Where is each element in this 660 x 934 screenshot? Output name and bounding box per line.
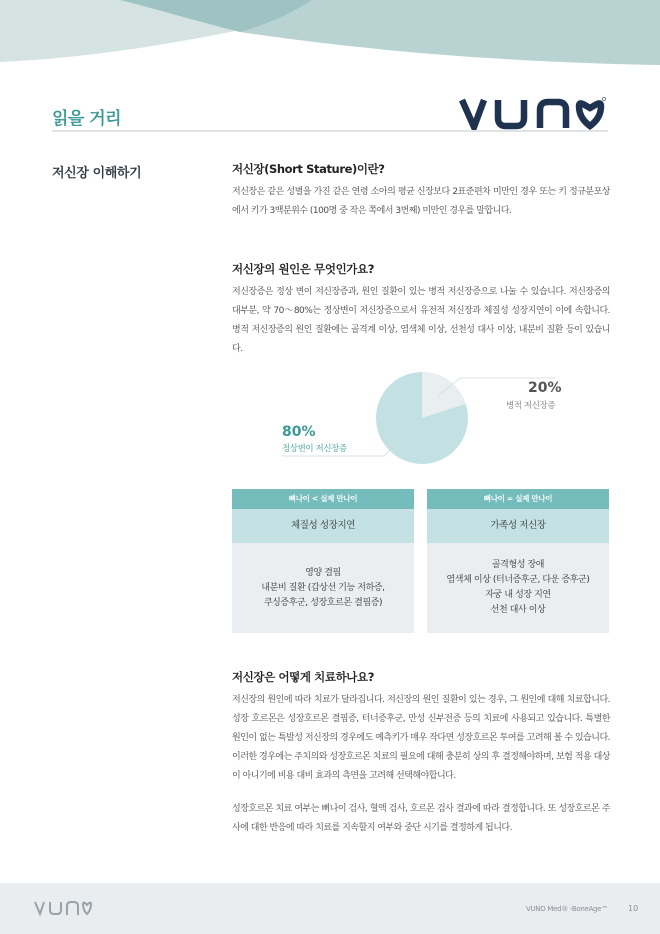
box-body xyxy=(427,543,609,633)
section-body-2: 성장호르몬 치료 여부는 뼈나이 검사, 혈액 검사, 호르몬 검사 결과에 따라 결정합니다. 또 성장호르몬 주사에 대한 반응에 따라 치료를 지속할지 여부와 중단 시기를 결정하게 됩니다. xyxy=(232,804,610,833)
box-item: 염색체 이상 (터너증후군, 다운 증후군) xyxy=(446,575,590,585)
header-divider xyxy=(52,130,608,132)
box-item: 선천 대사 이상 xyxy=(490,605,546,615)
box-item: 쿠싱증후군, 성장호르몬 결핍증) xyxy=(263,597,383,608)
box-body xyxy=(232,543,414,633)
box-subheader: 가족성 저신장 xyxy=(427,509,609,543)
footer-product-name: VUNO Med® -BoneAge™ xyxy=(526,905,608,913)
box-header: 뼈나이 = 실제 만나이 xyxy=(427,489,609,509)
box-item: 골격형성 장애 xyxy=(491,560,545,570)
slice-80-label: 정상변이 저신장증 xyxy=(282,444,347,454)
box-item: 자궁 내 성장 지연 xyxy=(485,590,551,600)
section-heading: 저신장은 어떻게 치료하나요? xyxy=(232,670,374,684)
slice-80-percent: 80% xyxy=(282,424,316,440)
cause-pie-chart xyxy=(270,360,590,480)
section-causes xyxy=(232,261,610,359)
section-body: 저신장의 원인에 따라 치료가 달라집니다. 저신장의 원인 질환이 있는 경우, 그 원인에 대해 치료합니다. 성장 호르몬은 성장호르몬 결핍증, 터너증후군, 만성 신부전증 등의 치료에 사용되고 있습니다. 특별한 원인이 없는 특발성 저신장의 경우에도 예측키가 매우 작다면 성장호르몬 투여를 고려해 볼 수 있습니다. 이러한 경우에는 주치의와 성장호르몬 치료의 필요에 대해 충분히 상의 후 결정해야하며, 보험 적용 대상이 아니기에 비용 대비 효과의 측면을 고려해 선택해야합니다. xyxy=(232,695,610,781)
slice-20-label: 병적 저신장증 xyxy=(506,401,556,411)
page-title: 읽을 거리 xyxy=(52,109,122,129)
box-item: 내분비 질환 (갑상선 기능 저하증, xyxy=(261,582,385,593)
footer-vuno-logo xyxy=(33,900,93,916)
section-heading: 저신장(Short Stature)이란? xyxy=(232,162,385,176)
comparison-box-familial xyxy=(427,489,609,633)
section-sidebar-title: 저신장 이해하기 xyxy=(52,166,142,181)
section-definition xyxy=(232,161,610,221)
box-item: 영양 결핍 xyxy=(305,567,341,578)
comparison-box-delayed xyxy=(232,489,414,633)
vuno-logo xyxy=(458,96,606,130)
box-header: 뼈나이 < 실제 만나이 xyxy=(232,489,414,509)
slice-20-percent: 20% xyxy=(528,380,562,396)
section-body: 저신장증은 정상 변이 저신장증과, 원인 질환이 있는 병적 저신장증으로 나눌 수 있습니다. 저신장증의 대부분, 약 70～80%는 정상변이 저신장증으로서 유전적 저신장과 체질성 성장지연이 이에 속합니다. 병적 저신장증의 원인 질환에는 골격계 이상, 염색체 이상, 선천성 대사 이상, 내분비 질환 등이 있습니다. xyxy=(232,287,610,354)
header-wave-decoration xyxy=(0,0,660,70)
pie-graphic xyxy=(270,360,590,480)
section-body: 저신장은 같은 성별을 가진 같은 연령 소아의 평균 신장보다 2표준편차 미만인 경우 또는 키 정규분포상에서 키가 3백분위수 (100명 중 작은 쪽에서 3번째) 미만인 경우를 말합니다. xyxy=(232,187,611,216)
section-heading: 저신장의 원인은 무엇인가요? xyxy=(232,262,374,276)
section-treatment xyxy=(232,669,610,838)
page-number: 10 xyxy=(628,904,639,913)
box-subheader: 체질성 성장지연 xyxy=(232,509,414,543)
